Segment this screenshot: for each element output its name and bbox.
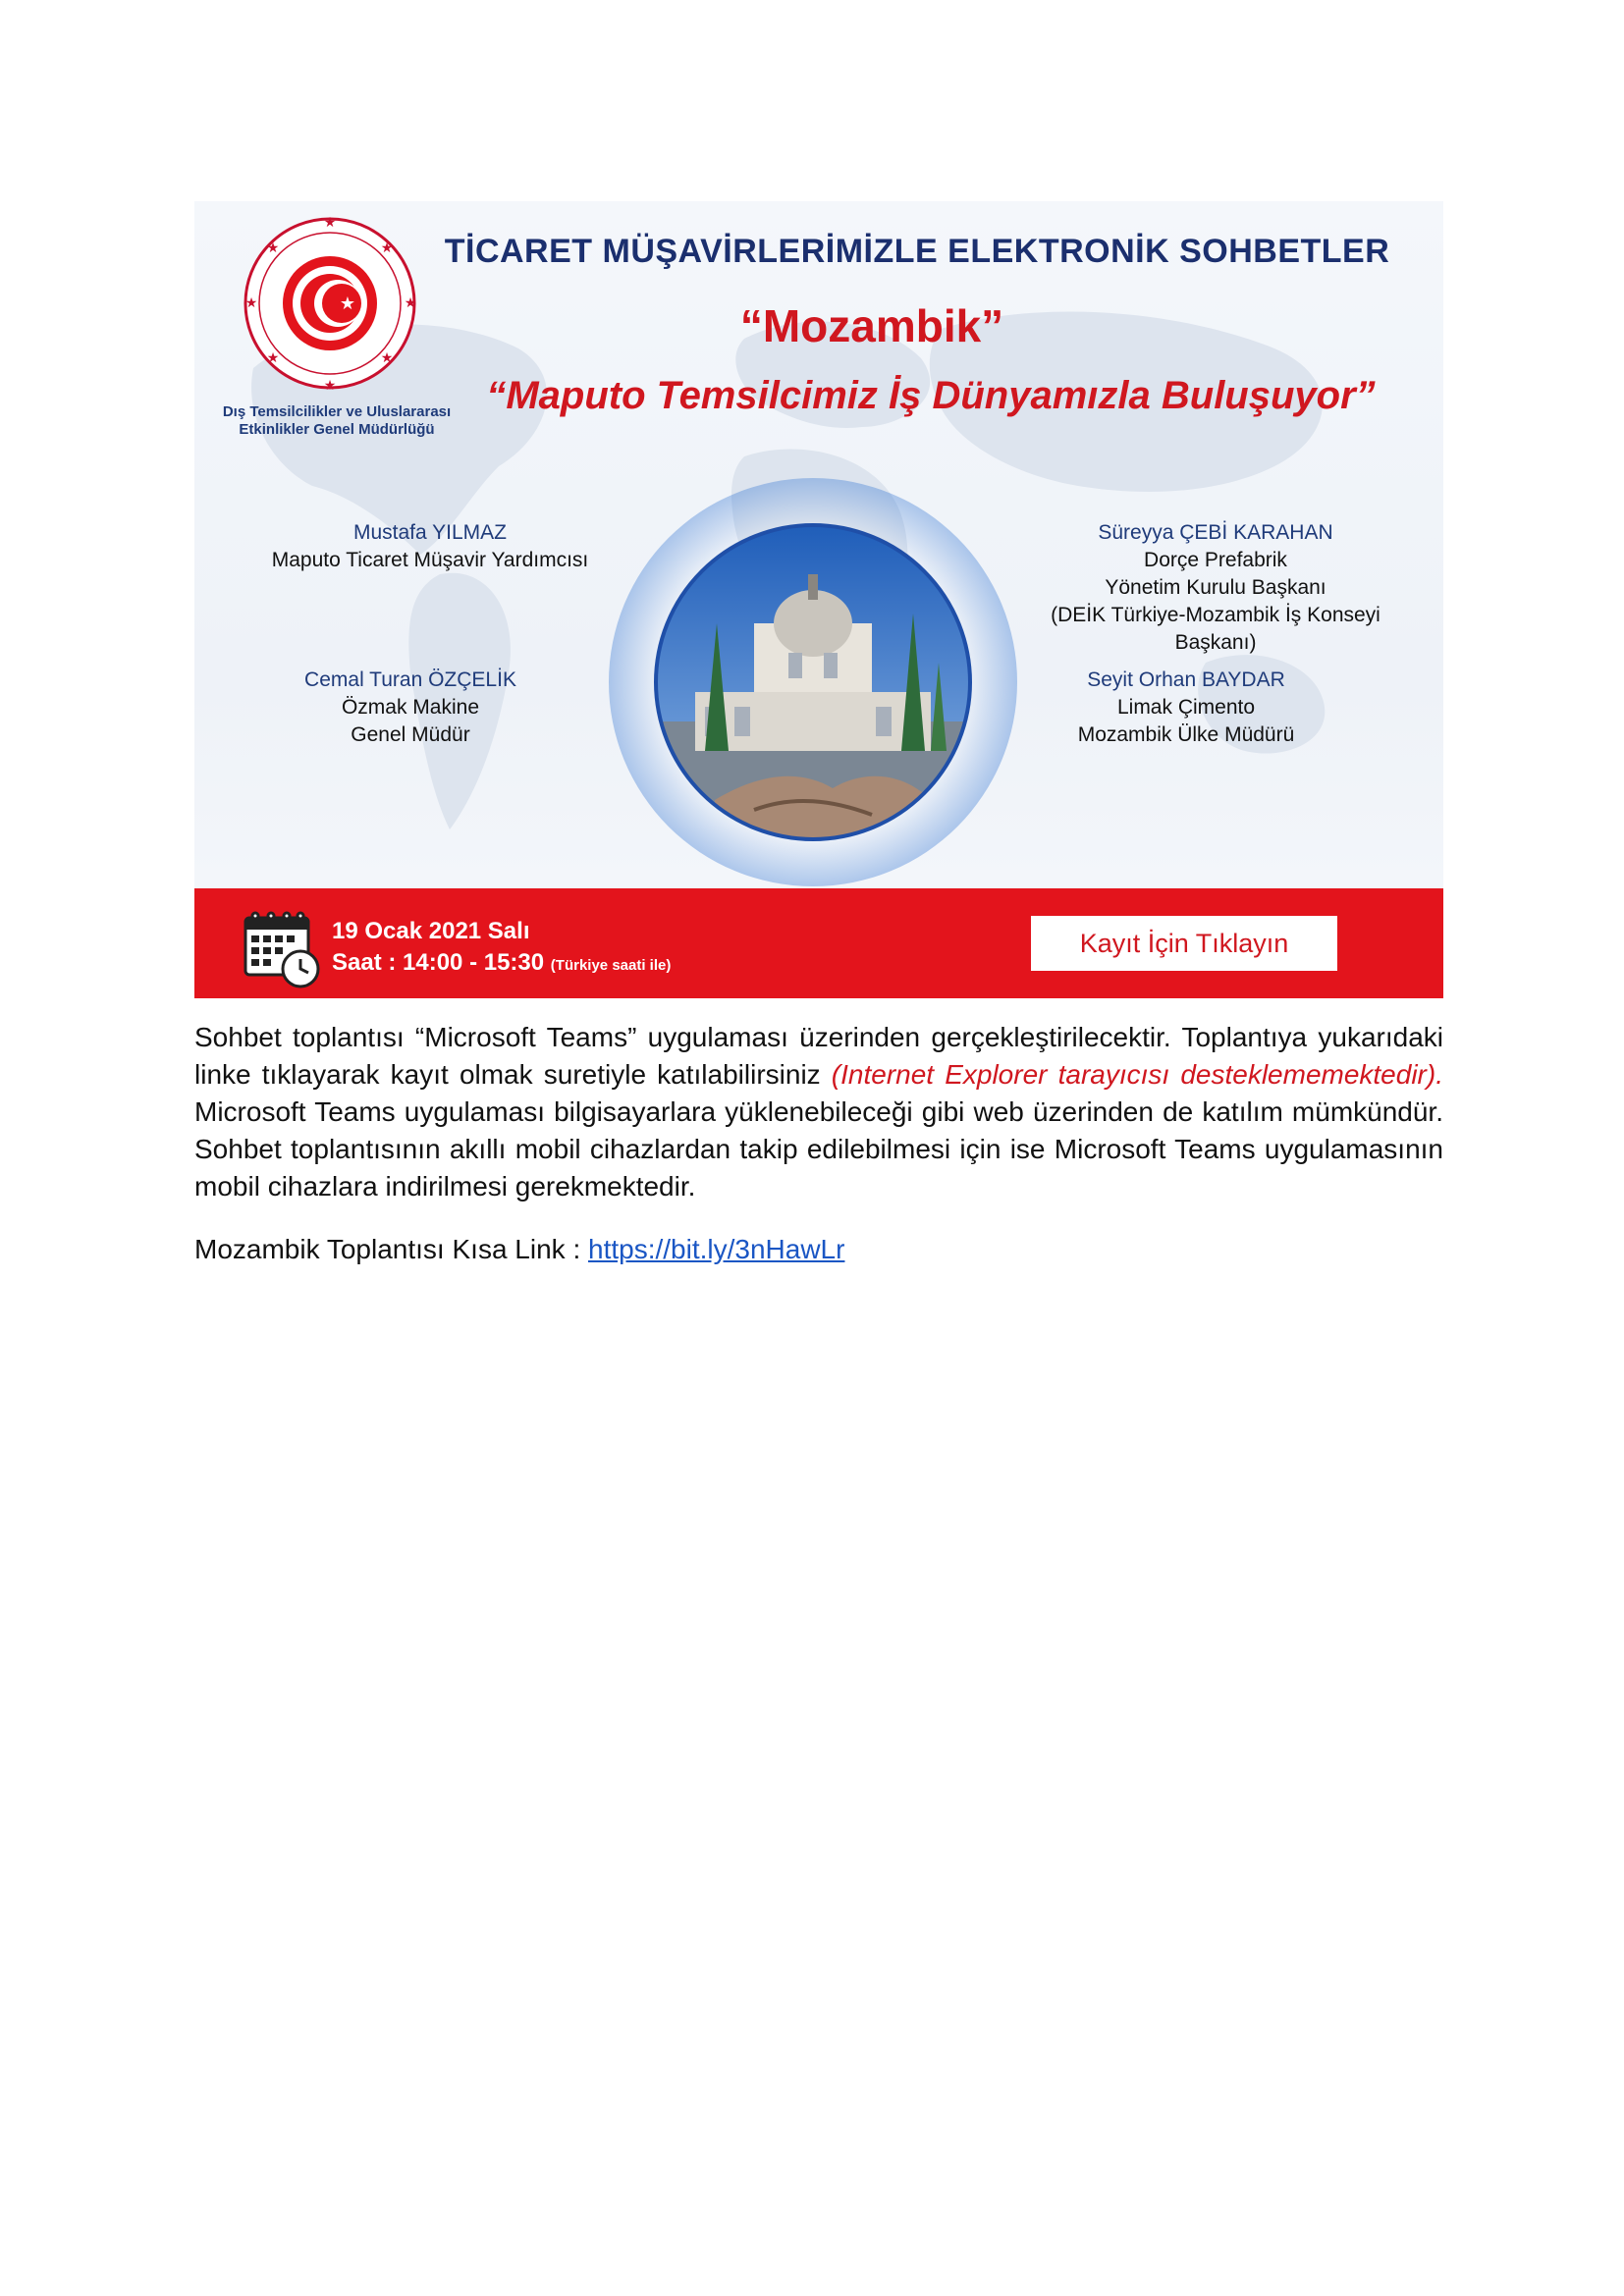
speaker-2 — [1009, 519, 1422, 657]
para-text-1: Sohbet toplantısı “Microsoft Teams” uygulaması üzerinden gerçekleştirilecektir. Toplantıya yukarıdaki linke tıklayarak kayıt olmak suretiyle katılabilirsiniz — [194, 1022, 1443, 1090]
speaker-role: Mozambik Ülke Müdürü — [1077, 723, 1295, 746]
org-line-1: Dış Temsilcilikler ve Uluslararası — [222, 403, 452, 420]
browser-warning: (Internet Explorer tarayıcısı desteklememektedir). — [831, 1059, 1443, 1090]
speaker-company: Limak Çimento — [1116, 696, 1256, 719]
banner-subtitle: “Maputo Temsilcimiz İş Dünyamızla Buluşuyor” — [486, 374, 1376, 417]
svg-text:★: ★ — [380, 349, 394, 365]
speaker-name: Süreyya ÇEBİ KARAHAN — [1098, 521, 1333, 544]
calendar-clock-icon — [242, 908, 324, 990]
speaker-3 — [224, 667, 597, 749]
short-link-label: Mozambik Toplantısı Kısa Link : — [194, 1234, 588, 1264]
register-button[interactable]: Kayıt İçin Tıklayın — [1031, 916, 1337, 971]
para-text-2: Microsoft Teams uygulaması bilgisayarlara yüklenebileceği gibi web üzerinden de katılım mümkündür. Sohbet toplantısının akıllı mobil cihazlardan takip edilebilmesi için ise Microsoft Teams uygulamasının mobil cihazlara indirilmesi gerekmektedir. — [194, 1096, 1443, 1201]
banner-title: TİCARET MÜŞAVİRLERİMİZLE ELEKTRONİK SOHBETLER — [444, 233, 1390, 270]
svg-text:★: ★ — [266, 349, 280, 365]
event-time-value: Saat : 14:00 - 15:30 — [332, 949, 545, 976]
speaker-name: Cemal Turan ÖZÇELİK — [304, 668, 516, 691]
banner-country: “Mozambik” — [739, 300, 1004, 351]
speaker-extra-role: (DEİK Türkiye-Mozambik İş Konseyi Başkanı) — [1051, 604, 1380, 654]
svg-text:★: ★ — [323, 214, 337, 230]
event-time — [332, 949, 671, 977]
city-handshake-photo — [607, 476, 1019, 888]
svg-text:★: ★ — [404, 294, 417, 310]
info-paragraph — [194, 1019, 1443, 1205]
speaker-4 — [1000, 667, 1373, 749]
speaker-role: Genel Müdür — [351, 723, 470, 746]
svg-text:★: ★ — [339, 294, 356, 313]
speaker-name: Mustafa YILMAZ — [352, 521, 507, 544]
svg-text:★: ★ — [244, 294, 258, 310]
svg-text:★: ★ — [380, 240, 394, 255]
speaker-1 — [224, 519, 636, 574]
speaker-name: Seyit Orhan BAYDAR — [1087, 668, 1285, 691]
svg-text:★: ★ — [323, 377, 337, 393]
event-date: 19 Ocak 2021 Salı — [332, 918, 530, 944]
timezone-note: (Türkiye saati ile) — [550, 957, 672, 974]
event-info-bar — [194, 888, 1443, 998]
speaker-company: Özmak Makine — [341, 696, 480, 719]
speaker-role: Yönetim Kurulu Başkanı — [1105, 576, 1326, 599]
organization-name — [194, 403, 479, 439]
ministry-logo — [240, 213, 420, 394]
speaker-company: Dorçe Prefabrik — [1144, 549, 1287, 571]
event-banner — [194, 201, 1443, 998]
short-link-line — [194, 1231, 1443, 1268]
short-link[interactable]: https://bit.ly/3nHawLr — [588, 1234, 845, 1264]
speaker-role: Maputo Ticaret Müşavir Yardımcısı — [271, 549, 589, 571]
svg-text:★: ★ — [266, 240, 280, 255]
org-line-2: Etkinlikler Genel Müdürlüğü — [239, 421, 435, 438]
